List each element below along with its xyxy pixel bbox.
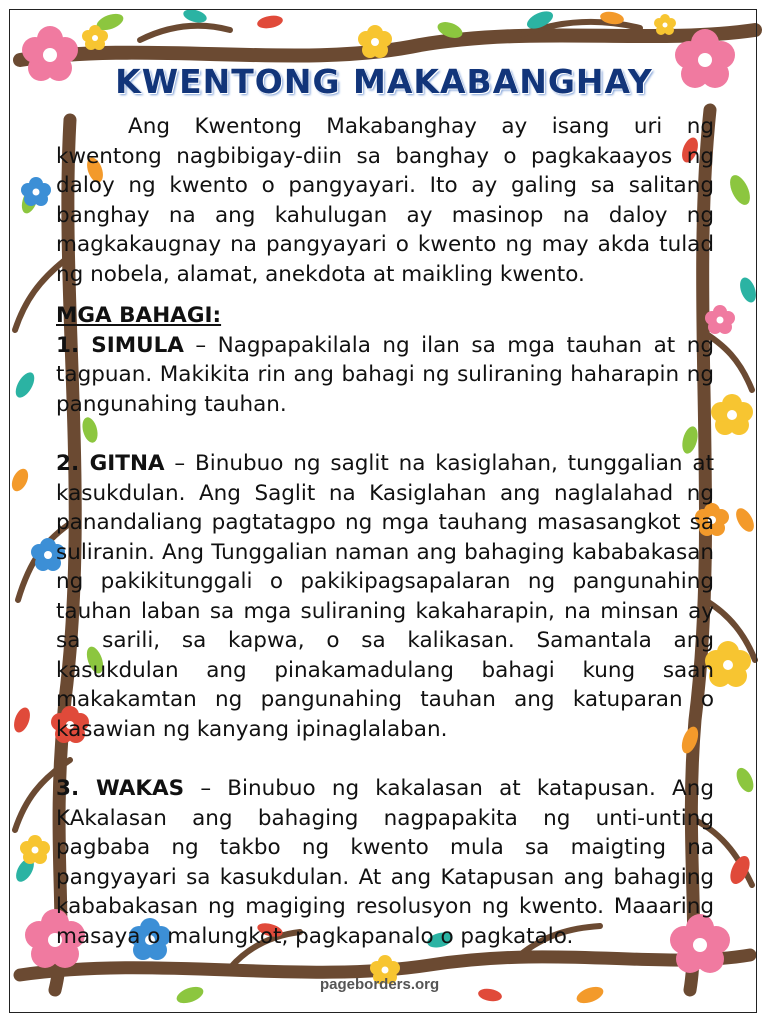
part-description: – Nagpapakilala ng ilan sa mga tauhan at ng tagpuan. Makikita rin ang bahagi ng suliraning haharapin ng pangunahing tauhan. xyxy=(56,332,714,417)
credit-watermark: pageborders.org xyxy=(320,976,440,993)
parts-heading: MGA BAHAGI: xyxy=(56,303,222,328)
part-term: 2. GITNA xyxy=(56,451,165,476)
part-description: – Binubuo ng kakalasan at katapusan. Ang KAkalasan ang bahaging nagpapakita ng unti-unting pagbaba ng takbo ng kwento mula sa maigting na pangyayari sa kasukdulan. At ang Katapusan ang bahaging kababakasan ng magiging resolusyon ng kwento. Maaaring masaya o malungkot, pagkapanalo o pagkatalo. xyxy=(56,776,714,949)
page-title: KWENTONG MAKABANGHAY xyxy=(115,62,653,101)
document-body xyxy=(56,112,714,951)
intro-paragraph: Ang Kwentong Makabanghay ay isang uri ng kwentong nagbibigay-diin sa banghay o pagkakaayos ng daloy ng kwento o pangyayari. Ito ay galing sa salitang banghay na ang kahulugan ay masinop na daloy ng magkakaugnay na pangyayari o kwento ng may akda tulad ng nobela, alamat, anekdota at maikling kwento. xyxy=(56,114,714,287)
part-description: – Binubuo ng saglit na kasiglahan, tunggalian at kasukdulan. Ang Saglit na Kasiglahan ang naglalahad ng panandaliang pagtatagpo ng mga tauhang masasangkot sa suliranin. Ang Tunggalian naman ang bahaging kababakasan ng pakikitunggali o pakikipagsapalaran ng pangunahing tauhan laban sa mga suliraning kakaharapin, na minsan ay sa sarili, sa kapwa, o sa kalikasan. Samantala ang kasukdulan ang pinakamadulang bahagi kung saan makakamtan ng pangunahing tauhan ang katuparan o kasawian ng kanyang ipinaglalaban. xyxy=(56,451,714,742)
part-gitna xyxy=(56,449,714,744)
part-simula xyxy=(56,331,714,420)
part-wakas xyxy=(56,774,714,951)
part-term: 3. WAKAS xyxy=(56,776,185,801)
part-term: 1. SIMULA xyxy=(56,332,184,358)
